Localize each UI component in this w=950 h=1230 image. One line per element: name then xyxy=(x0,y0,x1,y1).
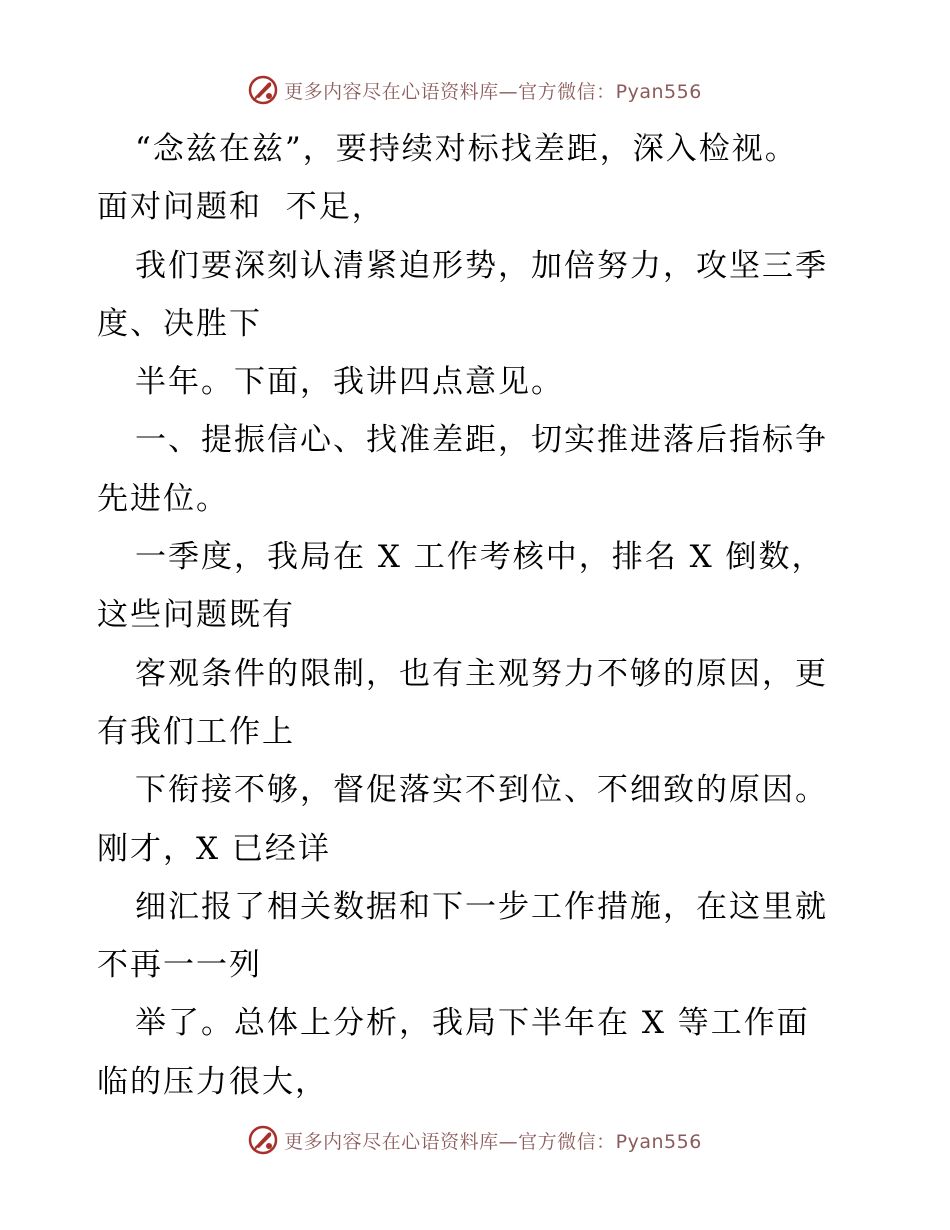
text-line: 举了。总体上分析，我局下半年在 X 等工作面 xyxy=(135,1005,810,1042)
text-line: 我们要深刻认清紧迫形势，加倍努力，攻坚三季 xyxy=(135,247,828,284)
header-banner xyxy=(0,70,950,110)
text-line: “念兹在兹”，要持续对标找差距，深入检视。 xyxy=(135,131,798,167)
text-line: 不再一一列 xyxy=(97,947,262,984)
feather-pen-logo-icon xyxy=(248,1125,278,1155)
text-line: 面对问题和 不足， xyxy=(97,189,385,226)
text-line: 临的压力很大， xyxy=(97,1063,328,1100)
document-body xyxy=(97,120,857,1111)
text-line: 细汇报了相关数据和下一步工作措施，在这里就 xyxy=(135,888,828,925)
header-banner-text: 更多内容尽在心语资料库—官方微信：Pyan556 xyxy=(284,80,702,103)
text-line: 先进位。 xyxy=(97,480,229,517)
text-line: 度、决胜下 xyxy=(97,305,262,342)
text-line: 一季度，我局在 X 工作考核中，排名 X 倒数， xyxy=(135,539,825,576)
text-line: 半年。下面，我讲四点意见。 xyxy=(135,364,564,401)
text-line: 下衔接不够，督促落实不到位、不细致的原因。 xyxy=(135,772,828,809)
footer-banner xyxy=(0,1120,950,1160)
text-line: 刚才，X 已经详 xyxy=(97,830,331,867)
text-line: 一、提振信心、找准差距，切实推进落后指标争 xyxy=(135,422,828,459)
footer-banner-text: 更多内容尽在心语资料库—官方微信：Pyan556 xyxy=(284,1130,702,1153)
text-line: 有我们工作上 xyxy=(97,713,295,750)
feather-pen-logo-icon xyxy=(248,75,278,105)
text-line: 这些问题既有 xyxy=(97,597,295,634)
text-line: 客观条件的限制，也有主观努力不够的原因，更 xyxy=(135,655,828,692)
